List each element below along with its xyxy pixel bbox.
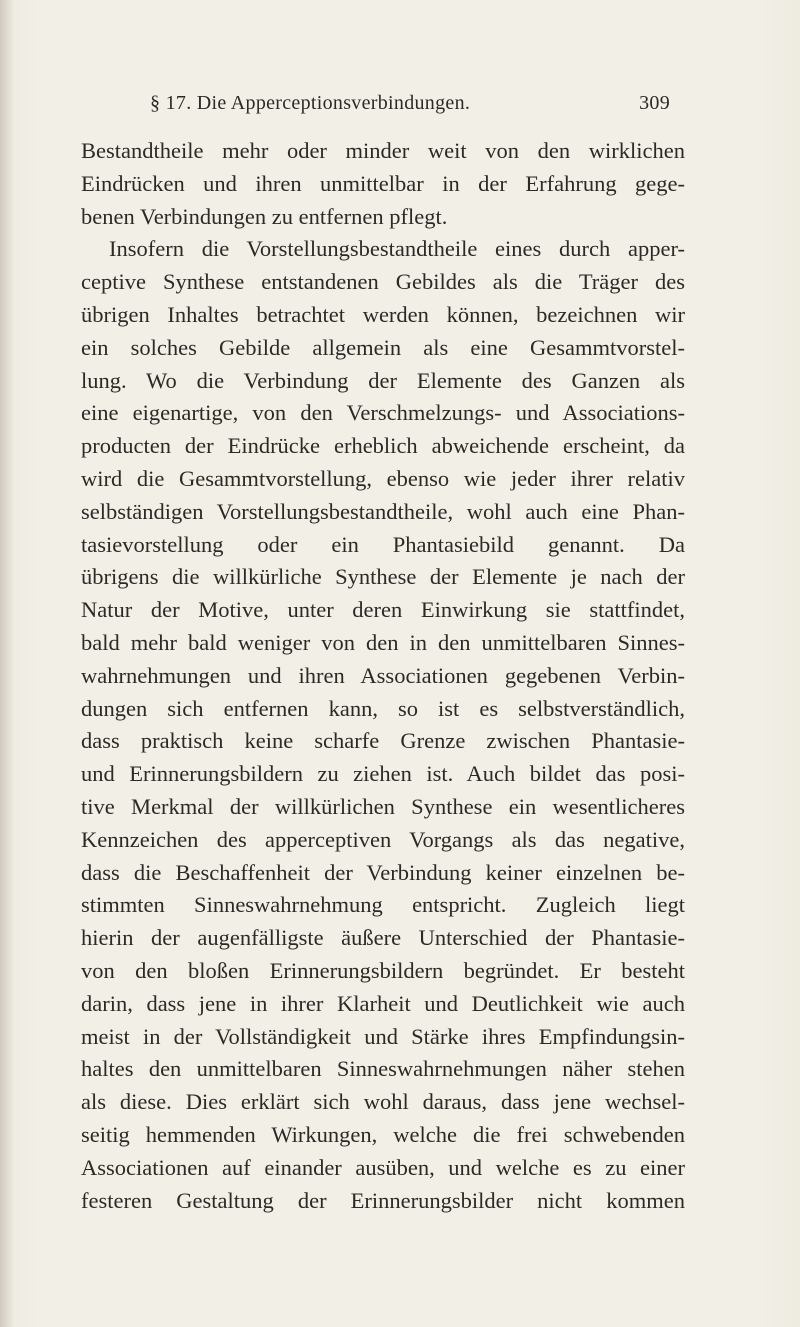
- text-line: eine eigenartige, von den Verschmelzungs- und Associations-: [81, 400, 685, 426]
- text-line: dungen sich entfernen kann, so ist es selbstverständlich,: [81, 695, 685, 721]
- text-line: stimmten Sinneswahrnehmung entspricht. Zugleich liegt: [81, 892, 685, 918]
- text-line: festeren Gestaltung der Erinnerungsbilder nicht kommen: [81, 1187, 685, 1213]
- text-line: meist in der Vollständigkeit und Stärke ihres Empfindungsin-: [81, 1023, 685, 1049]
- text-line: Natur der Motive, unter deren Einwirkung sie stattfindet,: [81, 597, 685, 623]
- text-line: Bestandtheile mehr oder minder weit von den wirklichen: [81, 138, 685, 163]
- text-line: übrigen Inhaltes betrachtet werden können, bezeichnen wir: [81, 301, 685, 327]
- text-line: seitig hemmenden Wirkungen, welche die frei schwebenden: [81, 1121, 685, 1147]
- text-line: dass die Beschaffenheit der Verbindung keiner einzelnen be-: [81, 859, 685, 885]
- text-line: lung. Wo die Verbindung der Elemente des Ganzen als: [81, 367, 685, 393]
- text-line: benen Verbindungen zu entfernen pflegt.: [81, 203, 448, 229]
- text-line: Associationen auf einander ausüben, und welche es zu einer: [81, 1154, 685, 1180]
- text-line: Insofern die Vorstellungsbestandtheile eines durch apper-: [109, 236, 685, 262]
- section-title: § 17. Die Apperceptionsverbindungen.: [150, 92, 471, 114]
- text-line: haltes den unmittelbaren Sinneswahrnehmungen näher stehen: [81, 1056, 685, 1082]
- text-line: wird die Gesammtvorstellung, ebenso wie jeder ihrer relativ: [81, 465, 685, 491]
- body-text: [81, 135, 685, 1217]
- text-line: Eindrücken und ihren unmittelbar in der Erfahrung gege-: [81, 170, 685, 196]
- text-line: und Erinnerungsbildern zu ziehen ist. Auch bildet das posi-: [81, 761, 685, 787]
- page-number: 309: [639, 92, 670, 114]
- text-line: darin, dass jene in ihrer Klarheit und Deutlichkeit wie auch: [81, 990, 685, 1016]
- text-line: übrigens die willkürliche Synthese der Elemente je nach der: [81, 564, 685, 590]
- text-line: selbständigen Vorstellungsbestandtheile, wohl auch eine Phan-: [81, 498, 685, 524]
- binding-edge: [0, 0, 14, 1327]
- text-line: dass praktisch keine scharfe Grenze zwischen Phantasie-: [81, 728, 685, 754]
- text-line: tasievorstellung oder ein Phantasiebild genannt. Da: [81, 531, 685, 557]
- text-line: ceptive Synthese entstandenen Gebildes als die Träger des: [81, 269, 685, 295]
- text-line: producten der Eindrücke erheblich abweichende erscheint, da: [81, 433, 685, 459]
- text-line: bald mehr bald weniger von den in den unmittelbaren Sinnes-: [81, 629, 685, 655]
- text-line: wahrnehmungen und ihren Associationen gegebenen Verbin-: [81, 662, 685, 688]
- text-line: hierin der augenfälligste äußere Unterschied der Phantasie-: [81, 925, 685, 951]
- text-line: von den bloßen Erinnerungsbildern begründet. Er besteht: [81, 957, 685, 983]
- text-line: tive Merkmal der willkürlichen Synthese ein wesentlicheres: [81, 793, 685, 819]
- text-line: ein solches Gebilde allgemein als eine Gesammtvorstel-: [81, 334, 685, 360]
- text-line: als diese. Dies erklärt sich wohl daraus, dass jene wechsel-: [81, 1089, 685, 1115]
- running-head: [150, 92, 670, 122]
- text-line: Kennzeichen des apperceptiven Vorgangs als das negative,: [81, 826, 685, 852]
